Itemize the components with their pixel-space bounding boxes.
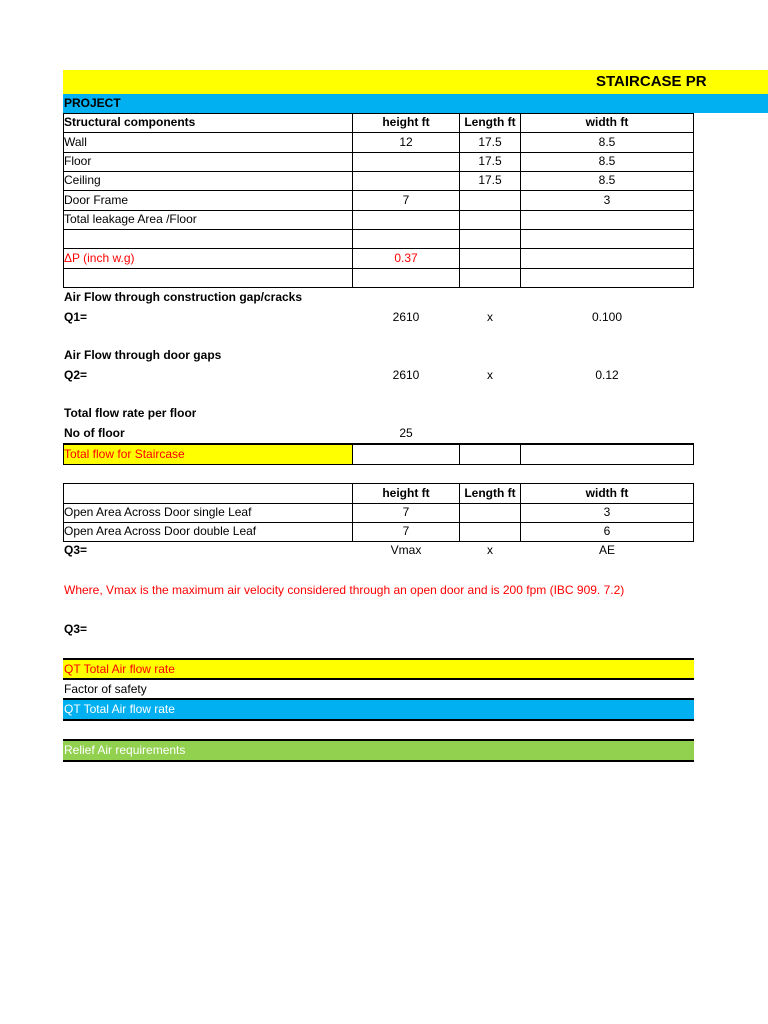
table2-row-width-double: 6 (603, 524, 611, 538)
total-flow-heading: Total flow rate per floor (64, 406, 197, 420)
row-height-delta-p: 0.37 (394, 251, 418, 265)
row-label-door-frame: Door Frame (64, 193, 129, 207)
row-height-door-frame: 7 (402, 193, 410, 207)
q3-label: Q3= (64, 543, 88, 557)
row-label-total-leakage: Total leakage Area /Floor (64, 212, 197, 226)
row-label-delta-p: ΔP (inch w.g) (64, 251, 135, 265)
q1-factor: 0.100 (591, 310, 623, 324)
row-width-wall: 8.5 (598, 135, 616, 149)
q3-factor: AE (598, 543, 615, 557)
table2-header-length: Length ft (464, 486, 516, 500)
header-width: width ft (585, 115, 629, 129)
row-length-ceiling: 17.5 (478, 173, 502, 187)
qt-total-label-2: QT Total Air flow rate (64, 702, 175, 716)
q2-heading: Air Flow through door gaps (64, 348, 222, 362)
q3-operator: x (487, 543, 493, 557)
row-width-ceiling: 8.5 (598, 173, 616, 187)
q2-label: Q2= (64, 368, 88, 382)
row-height-wall: 12 (399, 135, 413, 149)
row-width-door-frame: 3 (603, 193, 611, 207)
q2-operator: x (487, 368, 493, 382)
table2-row-label-double: Open Area Across Door double Leaf (64, 524, 257, 538)
sheet-title: STAIRCASE PR (596, 73, 707, 90)
q2-factor: 0.12 (595, 368, 619, 382)
relief-air-label: Relief Air requirements (64, 743, 186, 757)
row-length-wall: 17.5 (478, 135, 502, 149)
qt-total-label: QT Total Air flow rate (64, 662, 175, 676)
project-band (63, 94, 768, 113)
vmax-note: Where, Vmax is the maximum air velocity considered through an open door and is 200 fpm (IBC 909. 7.2) (64, 583, 625, 597)
q3-value: Vmax (390, 543, 422, 557)
project-label: PROJECT (64, 96, 121, 110)
header-height: height ft (382, 115, 430, 129)
table2-header-width: width ft (585, 486, 629, 500)
row-label-ceiling: Ceiling (64, 173, 101, 187)
q1-label: Q1= (64, 310, 88, 324)
factor-of-safety-label: Factor of safety (64, 682, 147, 696)
table2-row-width-single: 3 (603, 505, 611, 519)
table2-row-label-single: Open Area Across Door single Leaf (64, 505, 252, 519)
row-label-wall: Wall (64, 135, 87, 149)
header-length: Length ft (464, 115, 516, 129)
header-structural-components: Structural components (64, 115, 196, 129)
staircase-total-label: Total flow for Staircase (64, 447, 185, 461)
q3-result-label: Q3= (64, 622, 88, 636)
table2-header-height: height ft (382, 486, 430, 500)
row-label-floor: Floor (64, 154, 92, 168)
table2-row-height-single: 7 (402, 505, 410, 519)
row-width-floor: 8.5 (598, 154, 616, 168)
q2-value: 2610 (392, 368, 420, 382)
q1-heading: Air Flow through construction gap/cracks (64, 290, 303, 304)
no-of-floor-value: 25 (399, 426, 413, 440)
table2-row-height-double: 7 (402, 524, 410, 538)
no-of-floor-label: No of floor (64, 426, 125, 440)
q1-operator: x (487, 310, 493, 324)
q1-value: 2610 (392, 310, 420, 324)
row-length-floor: 17.5 (478, 154, 502, 168)
